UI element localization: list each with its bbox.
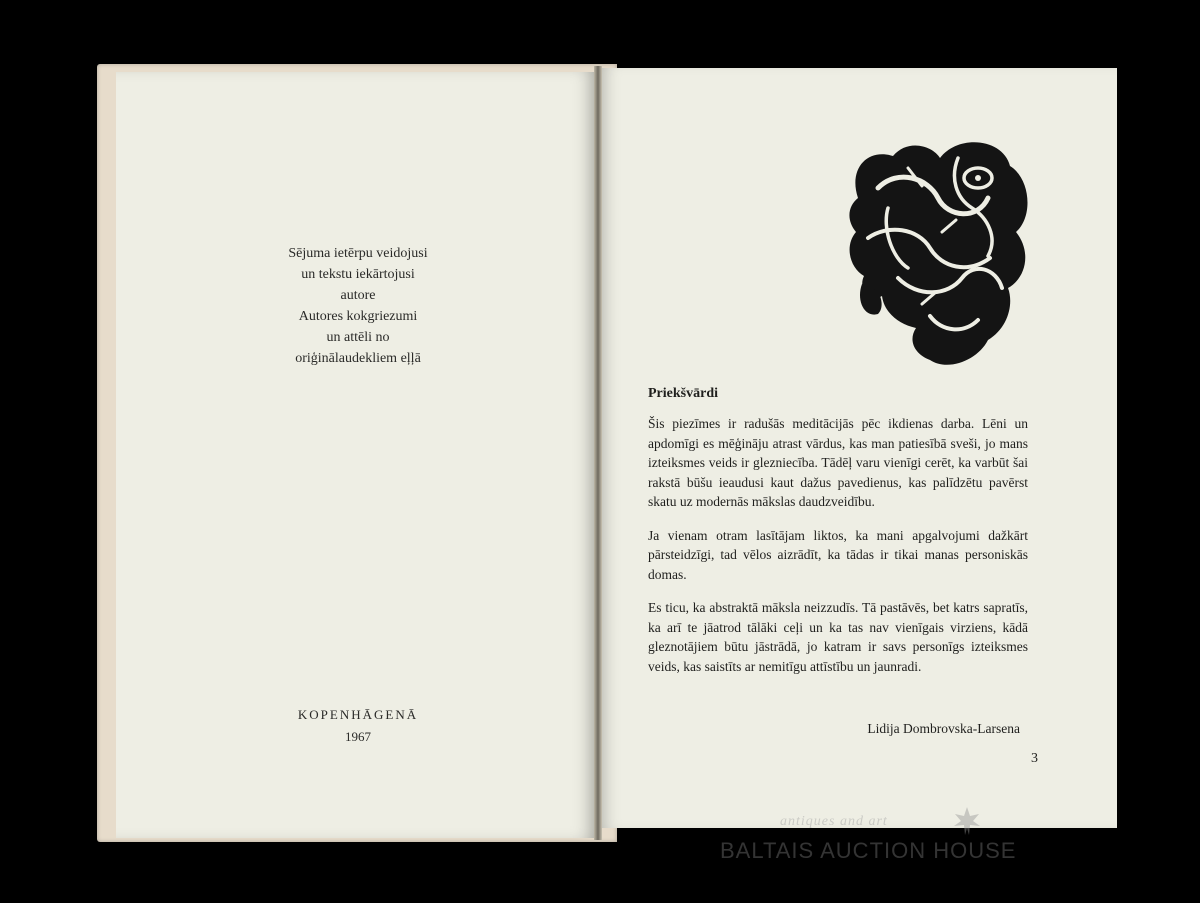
preface-paragraph: Ja vienam otram lasītājam liktos, ka mani apgalvojumi dažkārt pārsteidzīgi, tad vēlos aizrādīt, ka tādas ir tikai manas personiskās domas. (648, 527, 1028, 582)
colophon-line: oriģinālaudekliem eļļā (295, 351, 421, 366)
author-signature: Lidija Dombrovska-Larsena (867, 721, 1020, 736)
colophon-line: un attēli no (326, 330, 390, 345)
watermark-brand: BALTAIS AUCTION HOUSE (720, 838, 1017, 863)
colophon-line: Autores kokgriezumi (298, 309, 418, 324)
preface-paragraph: Šis piezīmes ir radušās meditācijās pēc ikdienas darba. Lēni un apdomīgi es mēģināju atrast vārdus, kas man patiesībā sveši, jo mans izteiksmes veids ir glezniecība. Tādēļ varu vienīgi cerēt, ka varbūt šai rakstā būšu ieaudusi kaut dažus pavedienus, kas palīdzētu pavērst skatu uz modernās mākslas daudzveidību. (648, 416, 1028, 509)
colophon (248, 243, 468, 369)
imprint-year: 1967 (345, 729, 371, 744)
preface-heading: Priekšvārdi (648, 386, 718, 401)
book-gutter (594, 66, 602, 840)
colophon-line: un tekstu iekārtojusi (301, 267, 415, 282)
page-number: 3 (1031, 751, 1038, 766)
preface (648, 386, 1028, 690)
abstract-figure-woodcut-icon (838, 128, 1036, 372)
watermark-tagline: antiques and art (780, 814, 888, 829)
colophon-line: autore (340, 288, 376, 303)
imprint (268, 707, 448, 745)
colophon-line: Sējuma ietērpu veidojusi (288, 246, 428, 261)
imprint-place: KOPENHĀGENĀ (297, 707, 419, 722)
preface-paragraph: Es ticu, ka abstraktā māksla neizzudīs. Tā pastāvēs, bet katrs sapratīs, ka arī te jāatrod tālāki ceļi un ka tas nav vienīgais virziens, kādā gleznotājiem būtu jāstrādā, jo katram ir savs personīgs izteiksmes veids, kas saistīts ar nemitīgu attīstību un jaunradi. (648, 600, 1028, 674)
